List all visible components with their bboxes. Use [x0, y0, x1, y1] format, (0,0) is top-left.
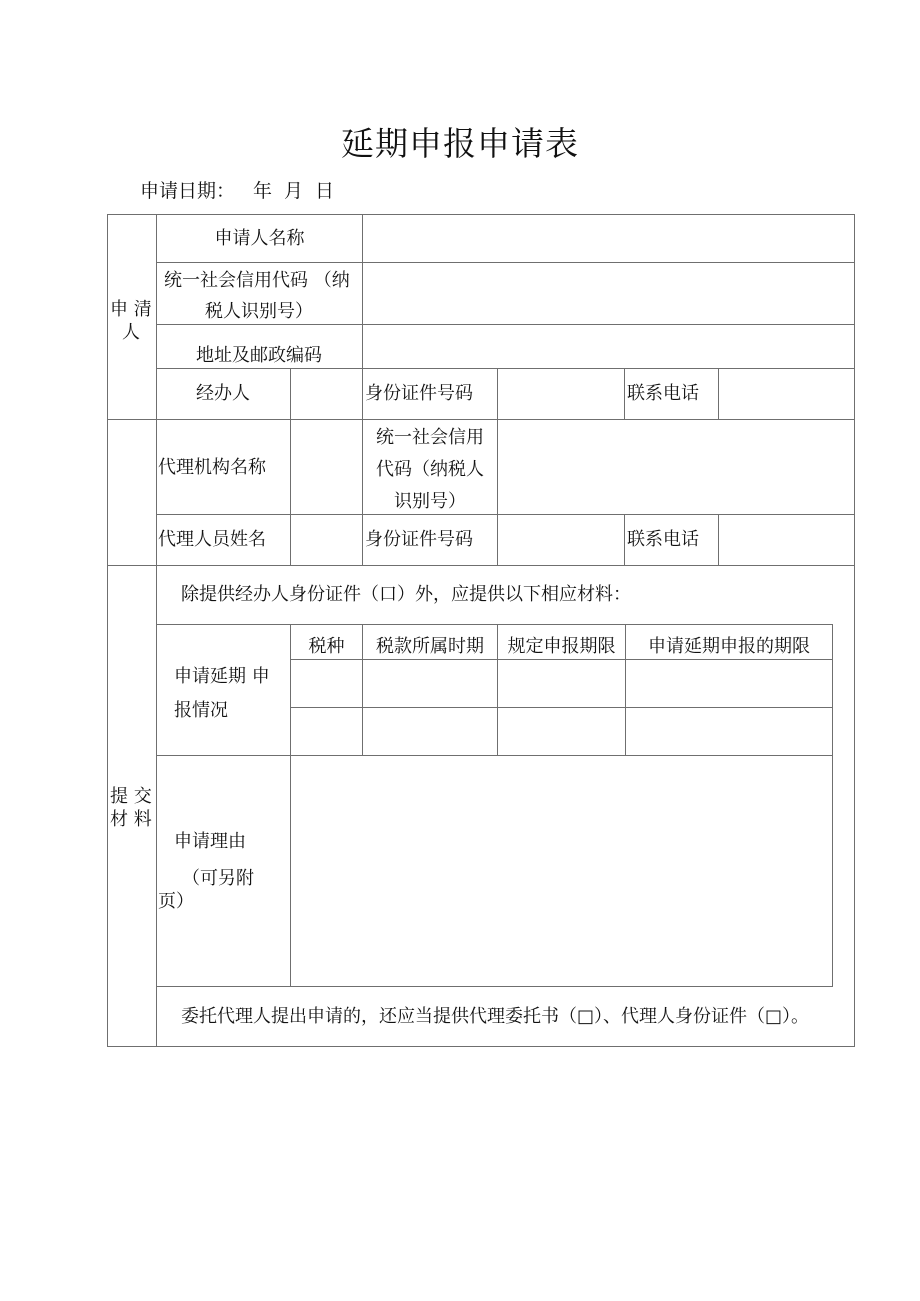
table-divider	[624, 368, 625, 420]
date-label: 申请日期：	[140, 180, 236, 202]
column-statutory-deadline: 规定申报期限	[507, 636, 616, 657]
table-divider	[497, 419, 498, 566]
column-tax-type: 税种	[308, 636, 345, 657]
table-divider	[718, 514, 719, 566]
agent-org-name-label: 代理机构名称	[158, 457, 266, 478]
table-border	[854, 214, 855, 1047]
table-border	[107, 214, 108, 1047]
table-divider	[624, 514, 625, 566]
table-divider	[156, 514, 855, 515]
table-divider	[362, 419, 363, 566]
table-divider	[107, 419, 855, 420]
date-month: 月	[284, 180, 304, 202]
table-divider	[290, 368, 291, 420]
applicant-section-label-line2: 人	[122, 322, 140, 343]
date-year: 年	[253, 180, 273, 202]
agent-credit-code-label-line3: 识别号）	[394, 491, 466, 512]
applicant-address-label: 地址及邮政编码	[196, 345, 322, 366]
applicant-section-label-line1: 申 清	[110, 299, 152, 320]
date-day: 日	[315, 180, 335, 202]
table-divider	[290, 707, 833, 708]
applicant-name-label: 申请人名称	[214, 228, 305, 249]
table-divider	[156, 986, 833, 987]
table-divider	[156, 624, 833, 625]
table-divider	[156, 262, 855, 263]
materials-section-label-line1: 提 交	[110, 786, 152, 807]
table-divider	[832, 624, 833, 987]
table-divider	[107, 565, 855, 566]
application-date	[140, 176, 334, 203]
materials-intro: 除提供经办人身份证件（口）外，应提供以下相应材料：	[181, 584, 631, 605]
table-divider	[290, 624, 291, 987]
materials-footer: 委托代理人提出申请的，还应当提供代理委托书（□）、代理人身份证件（□）。	[181, 1006, 810, 1027]
situation-label-line1: 申请延期 申	[174, 666, 270, 687]
applicant-credit-code-label-line1: 统一社会信用代码 （纳	[164, 270, 350, 291]
agent-person-name-label: 代理人员姓名	[158, 529, 266, 550]
applicant-handler-label: 经办人	[196, 383, 250, 404]
agent-id-label: 身份证件号码	[365, 529, 473, 550]
agent-credit-code-label-line2: 代码（纳税人	[376, 459, 484, 480]
applicant-credit-code-label-line2: 税人识别号）	[205, 301, 313, 322]
column-tax-period: 税款所属时期	[376, 636, 484, 657]
situation-label-line2: 报情况	[174, 700, 228, 721]
table-divider	[362, 214, 363, 369]
agent-phone-label: 联系电话	[627, 529, 699, 550]
table-border	[107, 1046, 855, 1047]
reason-label-line1: 申请理由	[174, 831, 246, 852]
table-divider	[290, 419, 291, 566]
table-divider	[156, 755, 833, 756]
applicant-phone-label: 联系电话	[627, 383, 699, 404]
table-divider	[156, 214, 157, 1047]
applicant-id-label: 身份证件号码	[365, 383, 473, 404]
agent-credit-code-label-line1: 统一社会信用	[376, 427, 484, 448]
table-border	[107, 214, 855, 215]
reason-label-line2: （可另附	[182, 868, 254, 889]
materials-section-label-line2: 材 料	[110, 809, 152, 830]
table-divider	[362, 368, 363, 420]
reason-label-line3: 页）	[158, 891, 194, 912]
page-title: 延期申报申请表	[341, 124, 579, 163]
table-divider	[497, 368, 498, 420]
column-extended-deadline: 申请延期申报的期限	[648, 636, 810, 657]
table-divider	[718, 368, 719, 420]
